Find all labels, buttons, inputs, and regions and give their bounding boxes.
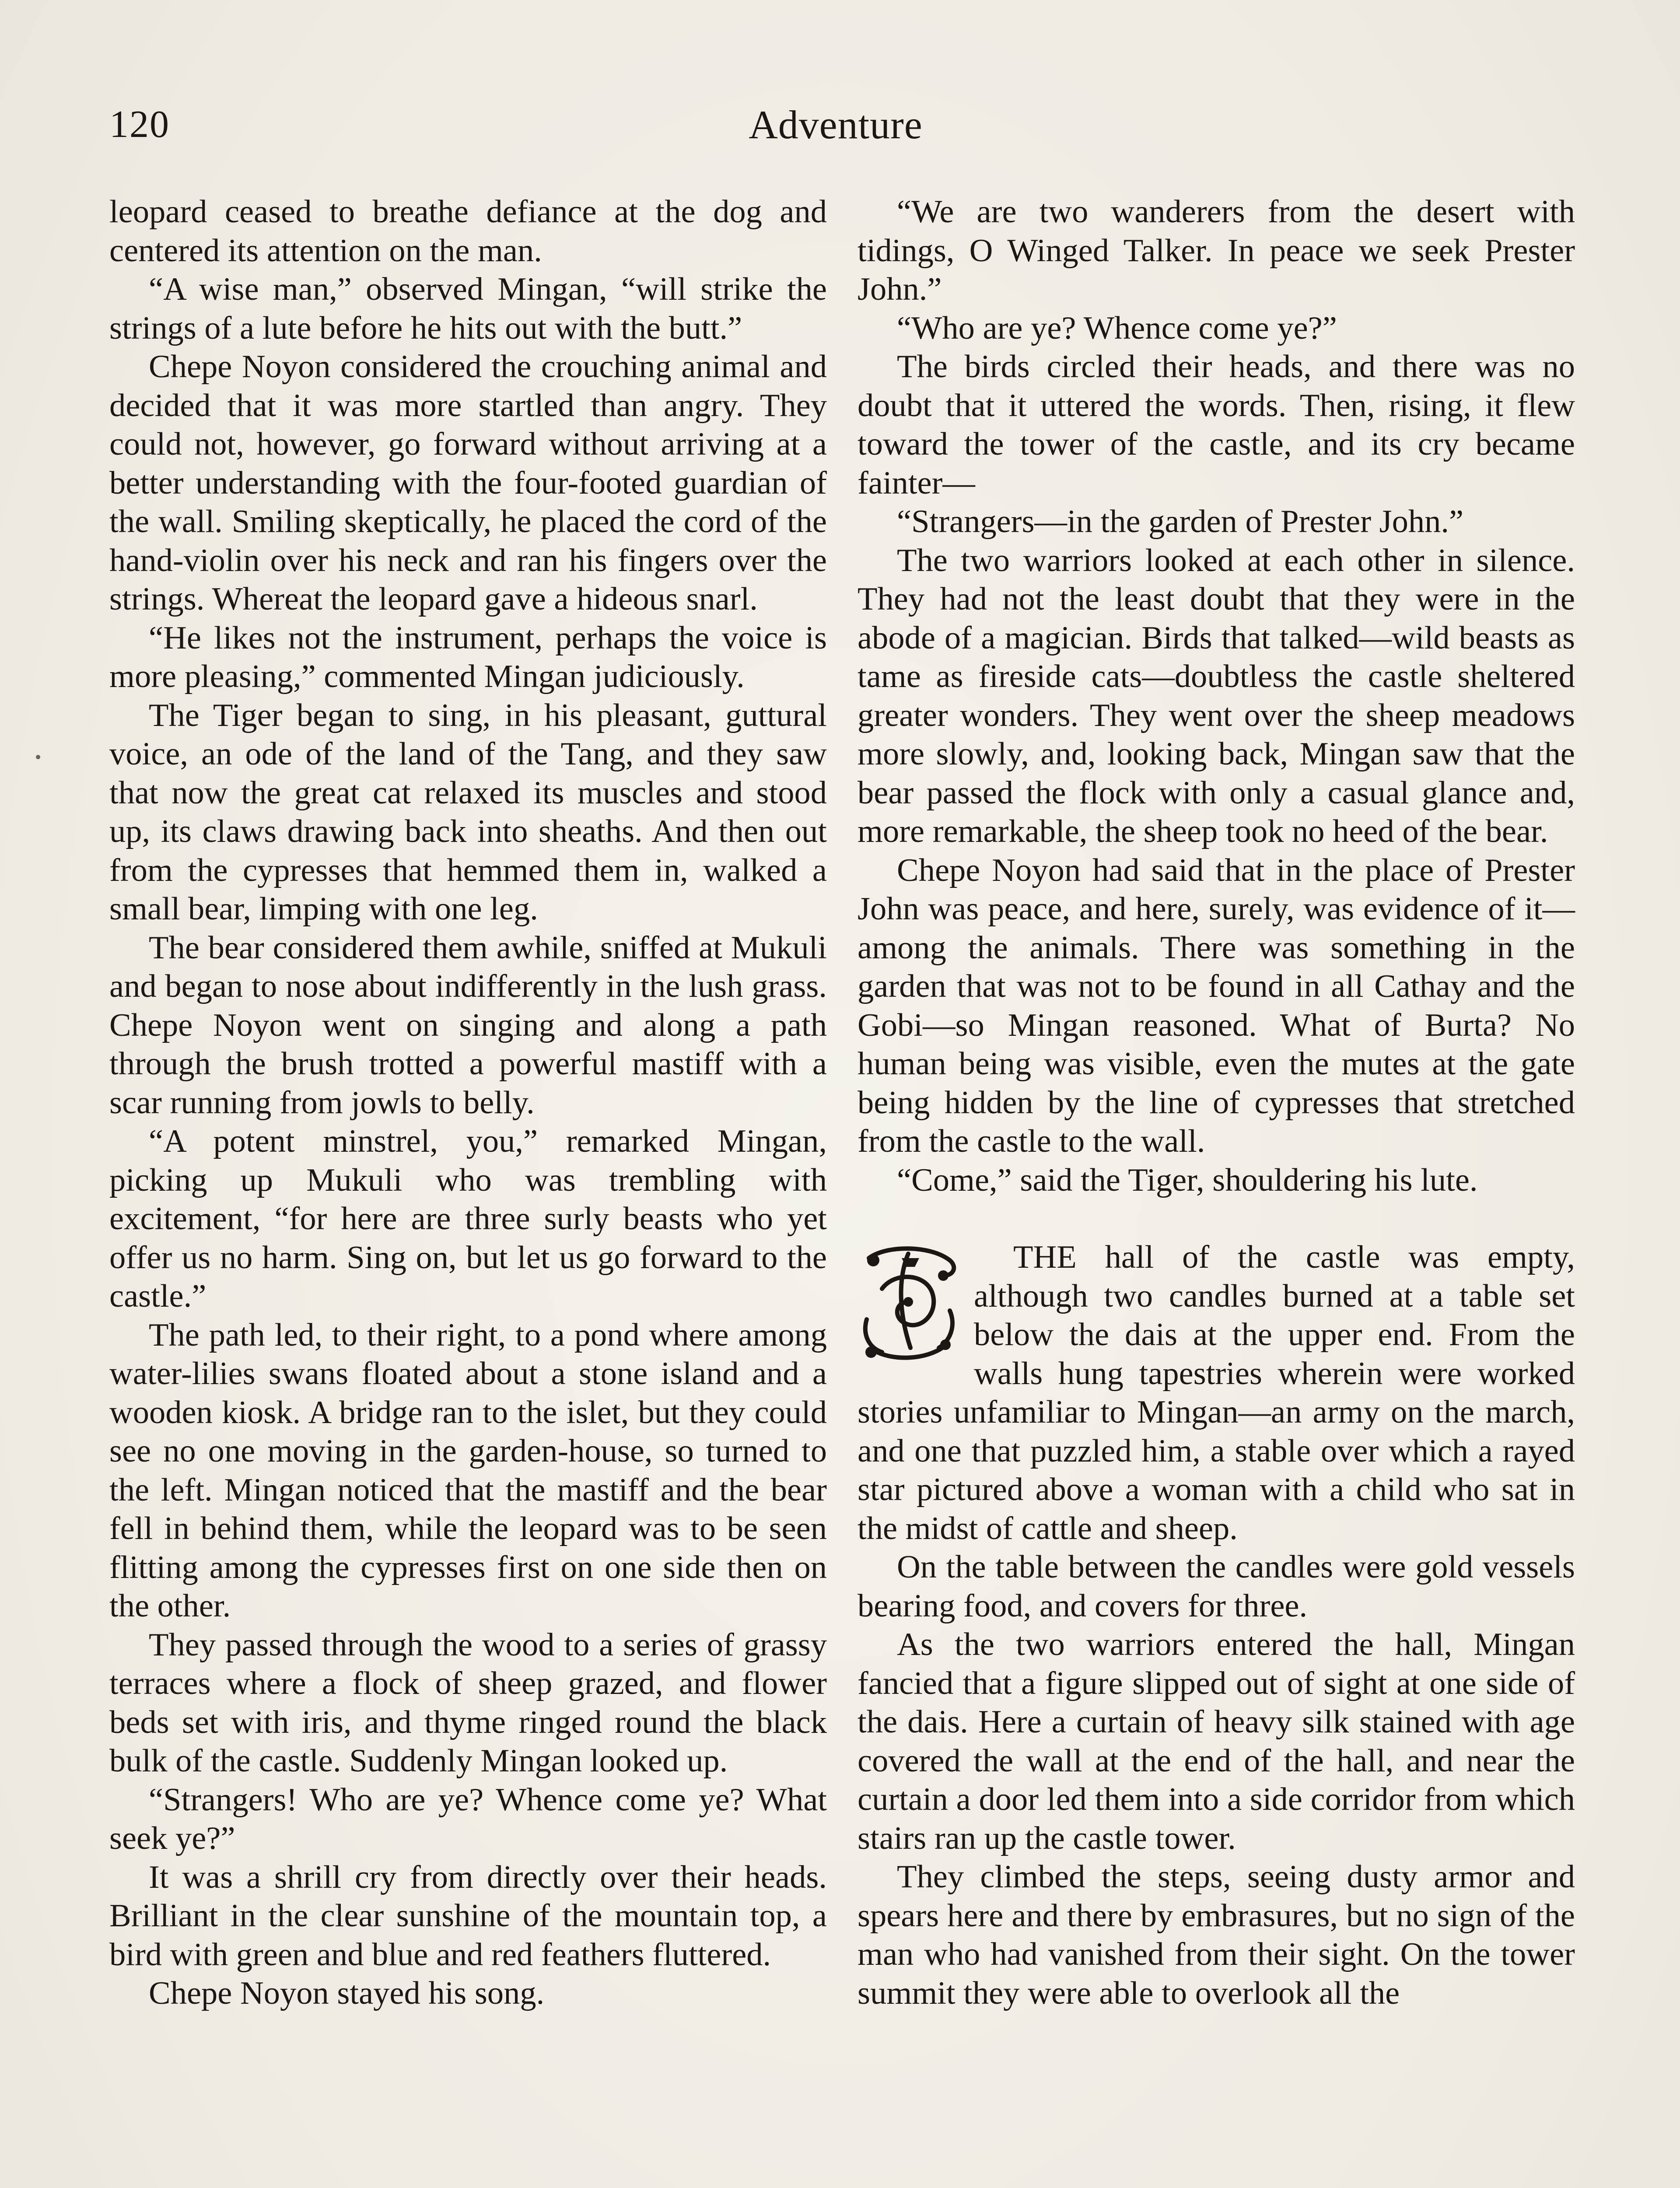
dropcap-paragraph-text: THE hall of the castle was empty, although two candles burned at a table set below the dais at the upper end. From the walls hung tapestries wherein were worked stories unfamiliar to Mingan—an army on the march, and one that puzzled him, a stable over which a rayed star pictured above a woman with a child who sat in the midst of cattle and sheep.: [858, 1239, 1575, 1546]
paragraph: On the table between the candles were gold vessels bearing food, and covers for three.: [858, 1549, 1575, 1624]
paragraph: They passed through the wood to a series of grassy terraces where a flock of sheep grazed, and flower beds set with iris, and thyme ringed round the black bulk of the castle. Suddenly Mingan looked up.: [109, 1627, 827, 1779]
paragraph: “Come,” said the Tiger, shouldering his lute.: [897, 1162, 1478, 1198]
paragraph: The birds circled their heads, and there was no doubt that it uttered the words. Then, rising, it flew toward the tower of the castle, and its cry became fainter—: [858, 349, 1575, 501]
running-head: Adventure: [749, 102, 923, 147]
ornamental-initial-icon: [856, 1241, 965, 1368]
paragraph: The bear considered them awhile, sniffed at Mukuli and began to nose about indifferently in the lush grass. Chepe Noyon went on singing and along a path through the brush trotted a powerful mastiff with a scar running from jowls to belly.: [109, 929, 827, 1121]
right-column: [858, 193, 1575, 2013]
paragraph: As the two warriors entered the hall, Mingan fancied that a figure slipped out of sight at one side of the dais. Here a curtain of heavy silk stained with age covered the wall at the end of the hall, and near the curtain a door led them into a side corridor from which stairs ran up the castle tower.: [858, 1627, 1575, 1856]
page-header: [109, 98, 1562, 151]
paragraph: Chepe Noyon stayed his song.: [149, 1975, 545, 2011]
page-number: 120: [109, 103, 170, 146]
paragraph: leopard ceased to breathe defiance at the dog and centered its attention on the man.: [109, 194, 827, 269]
paragraph: It was a shrill cry from directly over their heads. Brilliant in the clear sunshine of the mountain top, a bird with green and blue and red feathers fluttered.: [109, 1859, 827, 1973]
paragraph: Chepe Noyon considered the crouching animal and decided that it was more startled than angry. They could not, however, go forward without arriving at a better understanding with the four-footed guardian of the wall. Smiling skeptically, he placed the cord of the hand-violin over his neck and ran his fingers over the strings. Whereat the leopard gave a hideous snarl.: [109, 349, 827, 617]
paragraph: “A wise man,” observed Mingan, “will strike the strings of a lute before he hits out with the butt.”: [109, 271, 827, 346]
paragraph: “Who are ye? Whence come ye?”: [897, 310, 1337, 346]
paragraph: They climbed the steps, seeing dusty armor and spears here and there by embrasures, but no sign of the man who had vanished from their sight. On the tower summit they were able to overlook all the: [858, 1859, 1575, 2011]
paragraph: “A potent minstrel, you,” remarked Mingan, picking up Mukuli who was trembling with excitement, “for here are three surly beasts who yet offer us no harm. Sing on, but let us go forward to the castle.”: [109, 1123, 827, 1314]
dropcap-paragraph: [858, 1238, 1575, 1548]
paragraph: “He likes not the instrument, perhaps the voice is more pleasing,” commented Mingan judiciously.: [109, 620, 827, 694]
ink-speck: [36, 755, 40, 759]
paragraph: “Strangers! Who are ye? Whence come ye? What seek ye?”: [109, 1781, 827, 1856]
paragraph: “Strangers—in the garden of Prester John.”: [897, 504, 1464, 540]
paragraph: The Tiger began to sing, in his pleasant, guttural voice, an ode of the land of the Tang, and they saw that now the great cat relaxed its muscles and stood up, its claws drawing back into sheaths. And then out from the cypresses that hemmed them in, walked a small bear, limping with one leg.: [109, 697, 827, 927]
paragraph: “We are two wanderers from the desert with tidings, O Winged Talker. In peace we seek Prester John.”: [858, 194, 1575, 307]
paragraph: The two warriors looked at each other in silence. They had not the least doubt that they were in the abode of a magician. Birds that talked—wild beasts as tame as fireside cats—doubtless the castle sheltered greater wonders. They went over the sheep meadows more slowly, and, looking back, Mingan saw that the bear passed the flock with only a casual glance and, more remarkable, the sheep took no heed of the bear.: [858, 542, 1575, 849]
paragraph: The path led, to their right, to a pond where among water-lilies swans floated about a stone island and a wooden kiosk. A bridge ran to the islet, but they could see no one moving in the garden-house, so turned to the left. Mingan noticed that the mastiff and the bear fell in behind them, while the leopard was to be seen flitting among the cypresses first on one side then on the other.: [109, 1317, 827, 1624]
paragraph: Chepe Noyon had said that in the place of Prester John was peace, and here, surely, was evidence of it—among the animals. There was something in the garden that was not to be found in all Cathay and the Gobi—so Mingan reasoned. What of Burta? No human being was visible, even the mutes at the gate being hidden by the line of cypresses that stretched from the castle to the wall.: [858, 852, 1575, 1159]
left-column: [109, 193, 827, 2013]
